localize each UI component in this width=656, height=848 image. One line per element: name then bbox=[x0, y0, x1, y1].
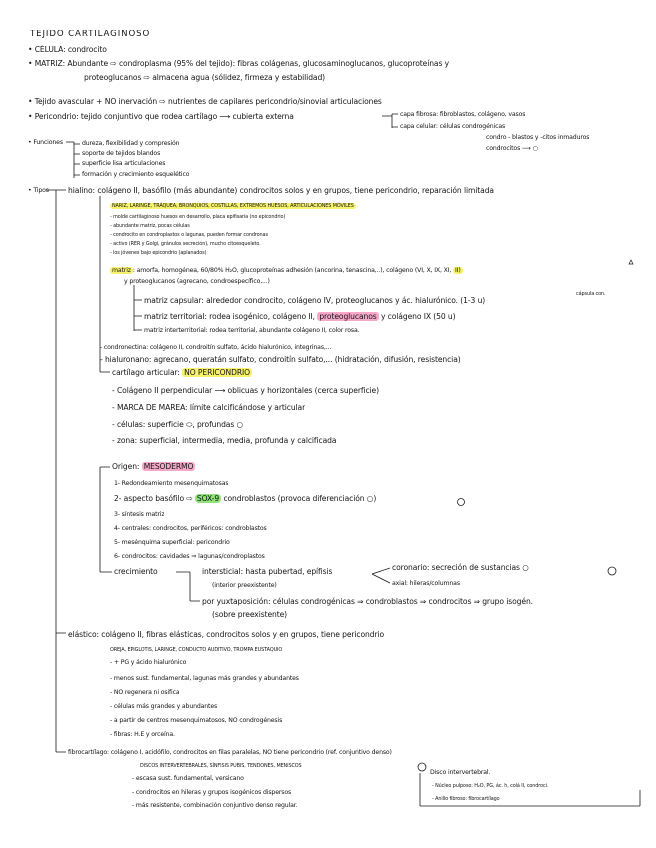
articular-item: - células: superficie ⬭, profundas ○ bbox=[112, 420, 244, 429]
condronectina-line: - condronectina: colágeno II, condroitín sulfato, ácido hialurónico, integrinas,... bbox=[100, 344, 332, 351]
articular-head: cartílago articular: NO PERICONDRIO bbox=[112, 368, 251, 377]
origen-step: 2- aspecto basófilo ⇨ SOX-9 condroblastos (provoca diferenciación ○) bbox=[114, 494, 377, 503]
crecimiento-label: crecimiento bbox=[114, 567, 158, 576]
matriz-interterritorial: matriz interterritorial: rodea territorial, abundante colágeno II, color rosa. bbox=[144, 327, 360, 334]
matrix-line-2: proteoglucanos ⇨ almacena agua (sólidez, firmeza y estabilidad) bbox=[84, 73, 326, 82]
articular-item: - zona: superficial, intermedia, media, profunda y calcificada bbox=[112, 436, 337, 445]
articular-item: - MARCA DE MAREA: límite calcificándose y articular bbox=[112, 403, 306, 412]
funcion-item: superficie lisa articulaciones bbox=[82, 160, 166, 167]
origen-step: 3- síntesis matriz bbox=[114, 511, 165, 518]
elastico-item: - + PG y ácido hialurónico bbox=[110, 659, 187, 666]
origen-step: 4- centrales: condrocitos, periféricos: condroblastos bbox=[114, 525, 267, 532]
matriz-capsular: matriz capsular: alrededor condrocito, colágeno IV, proteoglucanos y ác. hialurónico. (1-3 u) bbox=[144, 296, 486, 305]
disco-item: - Anillo fibroso: fibrocartílago bbox=[432, 796, 500, 802]
elastico-item: - a partir de centros mesenquimatosos, NO condrogénesis bbox=[110, 717, 283, 724]
disco-title: Disco intervertebral. bbox=[430, 769, 491, 776]
matrix-line-1: • MATRIZ: Abundante ⇨ condroplasma (95% del tejido): fibras colágenas, glucosaminoglucanos, glucoproteínas y bbox=[28, 59, 450, 68]
circle-icon bbox=[608, 567, 616, 575]
elastico-item: - menos sust. fundamental, lagunas más grandes y abundantes bbox=[110, 675, 299, 682]
origen-head: Origen: MESODERMO bbox=[112, 462, 194, 471]
cell-line: • CÉLULA: condrocito bbox=[28, 45, 107, 54]
axial-line: axial: hileras/columnas bbox=[392, 580, 460, 587]
hialino-bullet: - condrocito en condroplastos o lagunas, pueden formar condronas bbox=[110, 232, 268, 238]
hialino-head: hialino: colágeno II, basófilo (más abundante) condrocitos solos y en grupos, tiene pericondrio, reparación limitada bbox=[68, 186, 494, 195]
origen-step: 6- condrocitos: cavidades ⇒ lagunas/condroplastos bbox=[114, 553, 265, 560]
capa-celular: capa celular: células condrogénicas bbox=[400, 123, 506, 130]
elastico-locations: OREJA, EPIGLOTIS, LARINGE, CONDUCTO AUDITIVO, TROMPA EUSTAQUIO bbox=[110, 647, 283, 653]
hialino-locations: NARIZ, LARINGE, TRÁQUEA, BRONQUIOS, COSTILLAS, EXTREMOS HUESOS, ARTICULACIONES MÓVILES bbox=[112, 203, 354, 209]
elastico-head: elástico: colágeno II, fibras elásticas, condrocitos solos y en grupos, tiene pericondrio bbox=[68, 630, 385, 639]
origen-step: 5- mesénquima superficial: pericondrio bbox=[114, 539, 230, 546]
capa-fibrosa: capa fibrosa: fibroblastos, colágeno, vasos bbox=[400, 111, 526, 118]
avascular-line: • Tejido avascular + NO inervación ⇨ nutrientes de capilares pericondrio/sinovial articulaciones bbox=[28, 97, 382, 106]
origen-step: 1- Redondeamiento mesenquimatosas bbox=[114, 480, 229, 487]
circle-icon bbox=[458, 499, 465, 506]
intersticial-line: intersticial: hasta pubertad, epífisis bbox=[202, 567, 333, 576]
funcion-item: soporte de tejidos blandos bbox=[82, 150, 161, 157]
disco-item: - Núcleo pulposo: H₂O, PG, ác. h, colá II, condroci. bbox=[432, 783, 549, 789]
hialino-bullet: - activo (RER y Golgi, gránulos secreción), mucho citoesqueleto. bbox=[110, 241, 261, 247]
elastico-item: - fibras: H.E y orceína. bbox=[110, 731, 175, 738]
articular-item: - Colágeno II perpendicular ⟶ oblicuas y horizontales (cerca superficie) bbox=[112, 386, 379, 395]
hialino-bullet: - molde cartilaginoso huesos en desarrollo, placa epifisaria (no epicondrio) bbox=[110, 214, 286, 220]
aposicion-line: por yuxtaposición: células condrogénicas ⇒ condroblastos ⇒ condrocitos ⇒ grupo isogén. bbox=[202, 597, 533, 606]
hialino-bullet: - los jóvenes bajo epicondrio (aplanados) bbox=[110, 250, 207, 256]
aposicion-sub: (sobre preexistente) bbox=[212, 610, 288, 619]
circle-bullet-icon bbox=[418, 763, 426, 771]
condro-blastos: condro - blastos y -citos inmaduros bbox=[486, 134, 590, 141]
coronario-line: coronario: secreción de sustancias ○ bbox=[392, 563, 529, 572]
hialino-bullet: - abundante matriz, pocas células bbox=[110, 223, 190, 229]
matriz-line: matriz : amorfa, homogénea, 60/80% H₂O, glucoproteínas adhesión (ancorina, tenascina,..), colágeno (VI, X, IX, XI, II) bbox=[112, 267, 461, 274]
funciones-label: • Funciones bbox=[28, 139, 63, 146]
fibro-locations: DISCOS INTERVERTEBRALES, SÍNFISIS PUBIS, TENDONES, MENISCOS bbox=[140, 763, 302, 769]
intersticial-sub: (interior preexistente) bbox=[212, 582, 277, 589]
condrocitos-arrow: condrocitos ⟶ ○ bbox=[486, 145, 538, 152]
funcion-item: dureza, flexibilidad y compresión bbox=[82, 140, 180, 147]
fibro-item: - condrocitos en hileras y grupos isogénicos dispersos bbox=[132, 789, 292, 796]
tipos-label: • Tipos bbox=[28, 187, 49, 194]
diamond-icon bbox=[629, 260, 633, 264]
fibro-head: fibrocartílago: colágeno I, acidófilo, condrocitos en filas paralelas, NO tiene pericondrio (ref. conjuntivo denso) bbox=[68, 749, 392, 756]
fibro-item: - escasa sust. fundamental, versicano bbox=[132, 775, 244, 782]
matriz-territorial: matriz territorial: rodea isogénico, colágeno II, proteoglucanos y colágeno IX (50 u) bbox=[144, 312, 456, 321]
funcion-item: formación y crecimiento esquelético bbox=[82, 171, 190, 178]
elastico-item: - NO regenera ni osifica bbox=[110, 689, 180, 696]
elastico-item: - células más grandes y abundantes bbox=[110, 703, 218, 710]
fibro-item: - más resistente, combinación conjuntivo denso regular. bbox=[132, 802, 298, 809]
capsula-note: cápsula con. bbox=[576, 291, 606, 297]
page-title: TEJIDO CARTILAGINOSO bbox=[30, 30, 151, 39]
matriz-line-2: y proteoglucanos (agrecano, condroespecífico,...) bbox=[124, 278, 270, 285]
pericondrio-line: • Pericondrio: tejido conjuntivo que rodea cartílago ⟶ cubierta externa bbox=[28, 112, 294, 121]
hialuronano-line: - hialuronano: agrecano, queratán sulfato, condroitín sulfato,... (hidratación, difusión, resistencia) bbox=[100, 355, 461, 364]
